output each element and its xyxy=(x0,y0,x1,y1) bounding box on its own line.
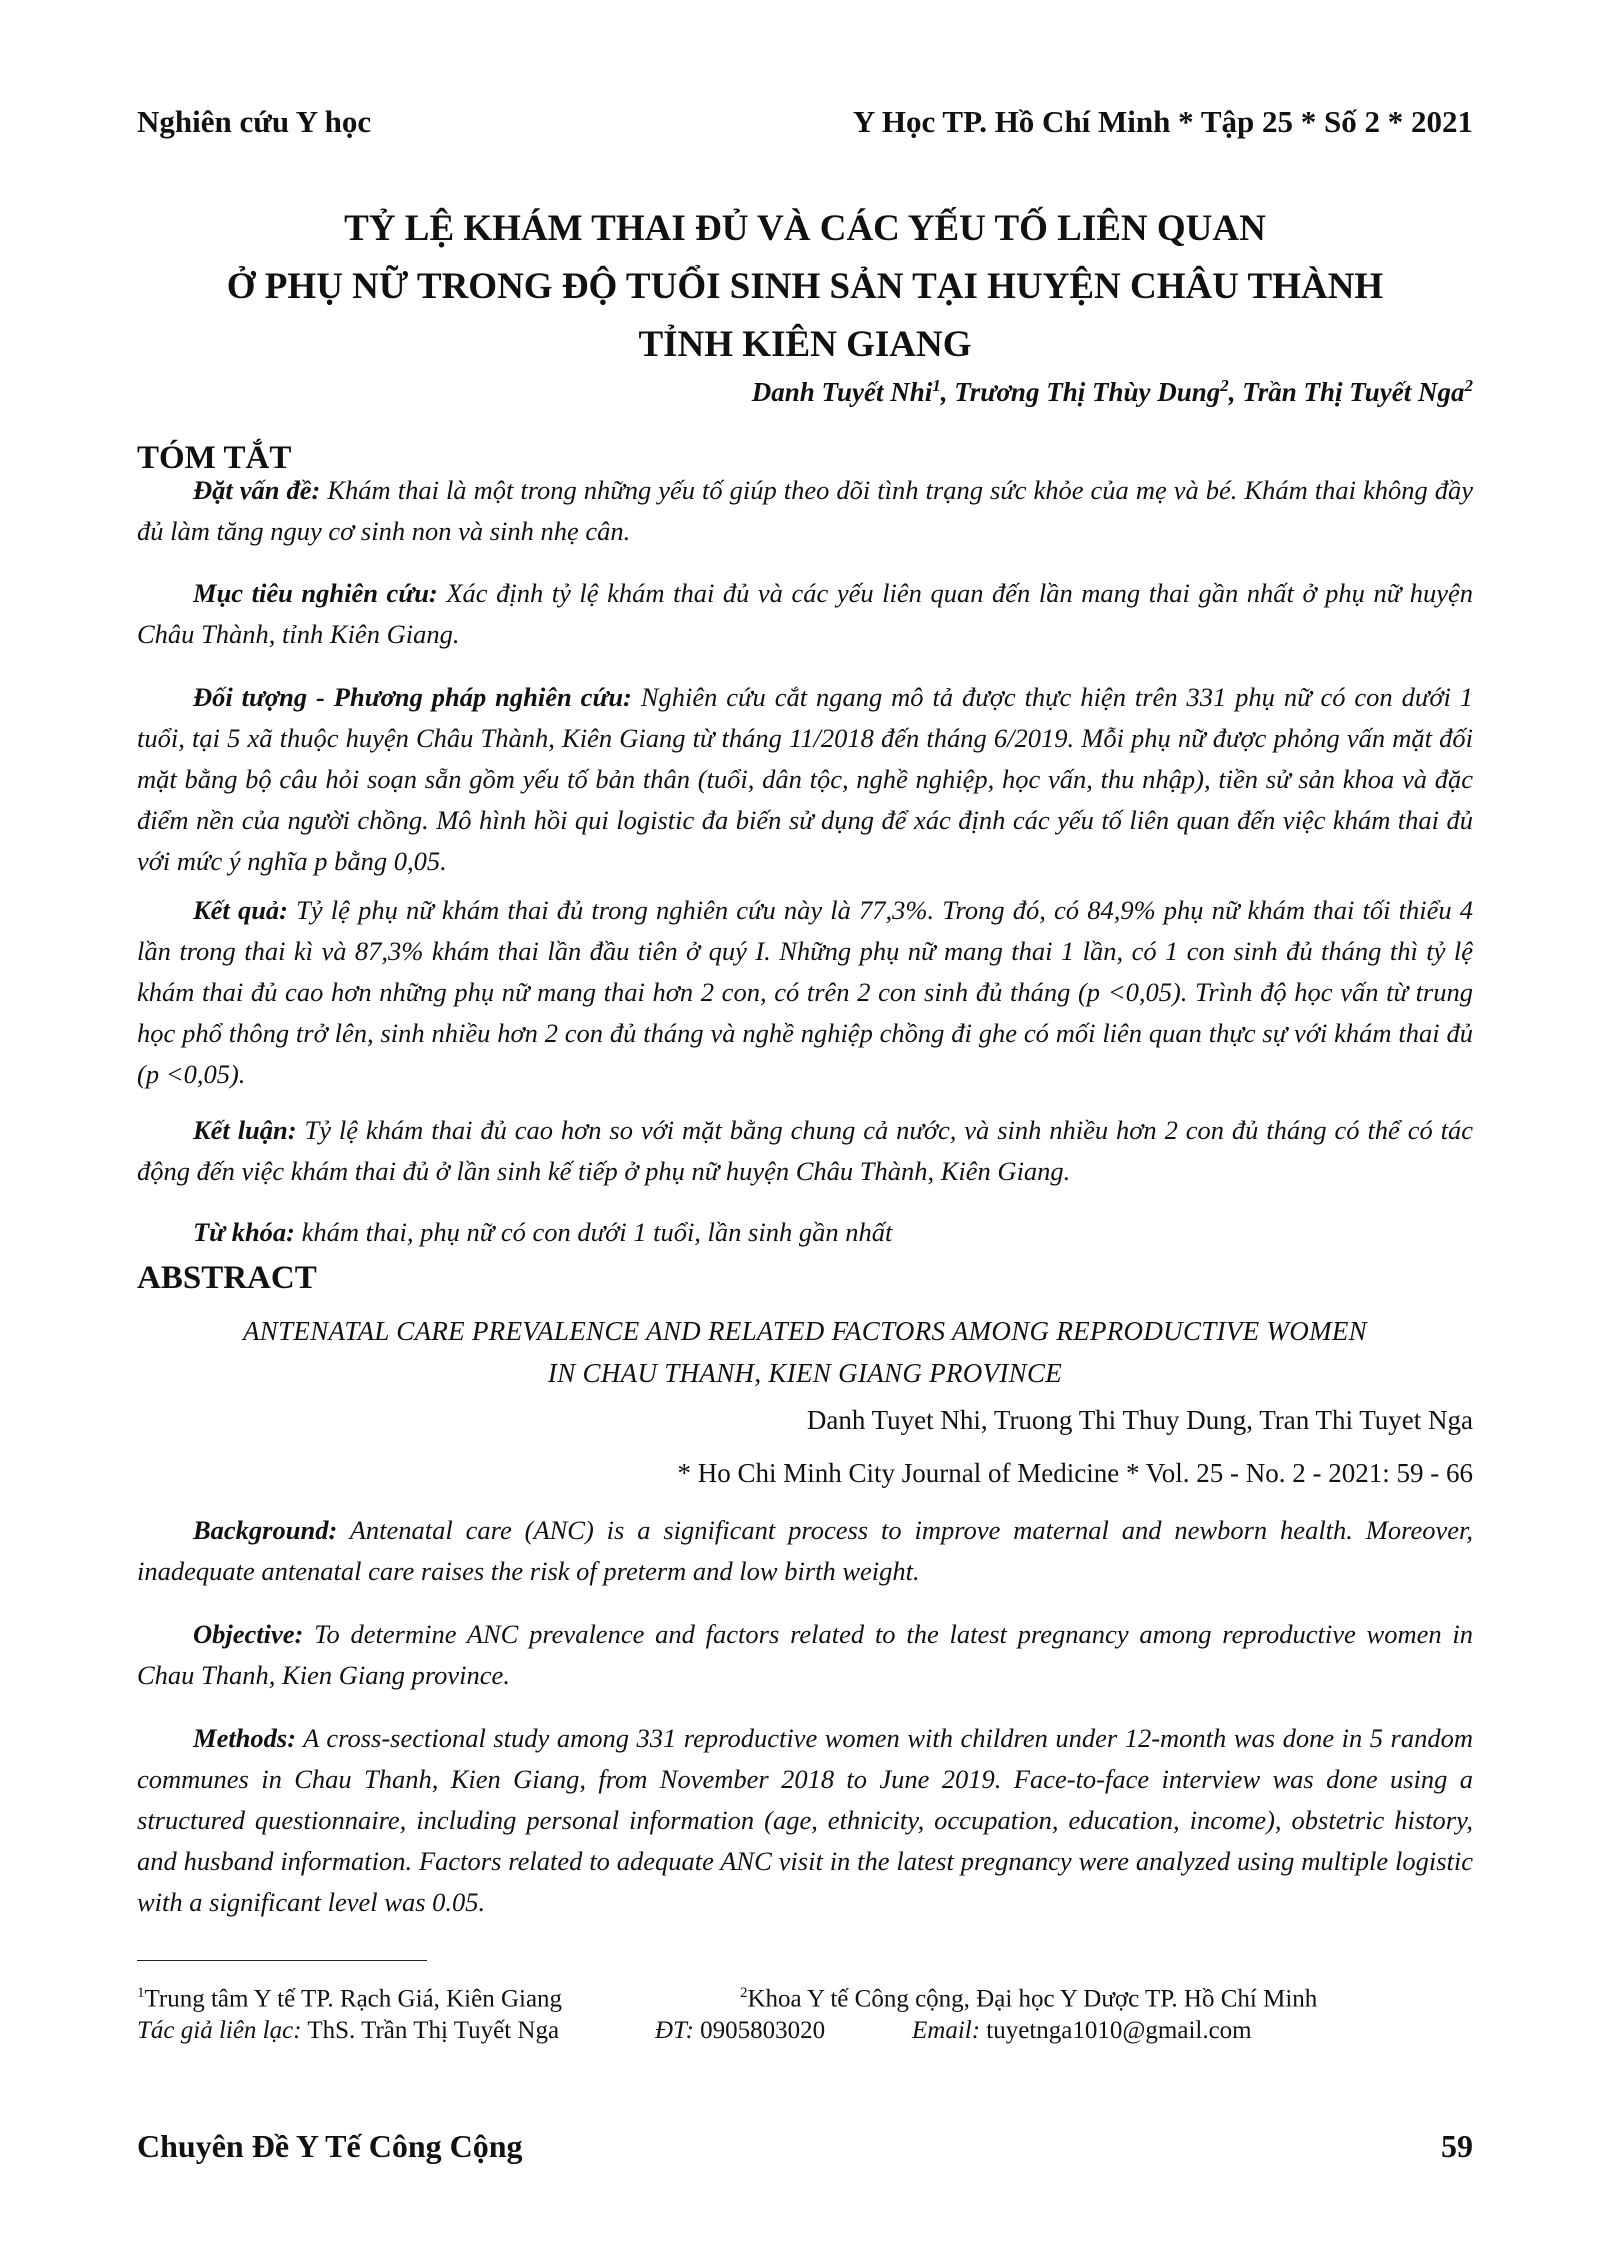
abstract-background-label: Background: xyxy=(193,1515,338,1545)
email-label: Email: xyxy=(912,2017,981,2044)
author-2: Trương Thị Thùy Dung xyxy=(954,377,1221,407)
abstract-background xyxy=(137,1510,1473,1592)
summary-methods-label: Đối tượng - Phương pháp nghiên cứu: xyxy=(193,682,632,712)
summary-objective-text: Xác định tỷ lệ khám thai đủ và các yếu liên quan đến lần mang thai gần nhất ở phụ nữ huyện Châu Thành, tỉnh Kiên Giang. xyxy=(137,578,1474,649)
affiliation-2 xyxy=(740,1975,1317,2017)
author-1-affiliation: 1 xyxy=(932,376,941,395)
summary-conclusion-label: Kết luận: xyxy=(193,1115,297,1145)
title-line-3: TỈNH KIÊN GIANG xyxy=(638,324,972,365)
summary-results-text: Tỷ lệ phụ nữ khám thai đủ trong nghiên cứu này là 77,3%. Trong đó, có 84,9% phụ nữ khám thai tối thiểu 4 lần trong thai kì và 87,3% khám thai lần đầu tiên ở quý I. Những phụ nữ mang thai 1 lần, có 1 con sinh đủ tháng thì tỷ lệ khám thai đủ cao hơn những phụ nữ mang thai hơn 2 con, có trên 2 con sinh đủ tháng (p <0,05). Trình độ học vấn từ trung học phổ thông trở lên, sinh nhiều hơn 2 con đủ tháng và nghề nghiệp chồng đi ghe có mối liên quan thực sự với khám thai đủ (p <0,05). xyxy=(137,895,1473,1089)
phone-number: 0905803020 xyxy=(693,2017,826,2044)
summary-methods xyxy=(137,677,1473,882)
summary-keywords-text: khám thai, phụ nữ có con dưới 1 tuổi, lần sinh gần nhất xyxy=(295,1217,893,1247)
author-3: Trần Thị Tuyết Nga xyxy=(1242,377,1465,407)
english-authors: Danh Tuyet Nhi, Truong Thi Thuy Dung, Tran Thi Tuyet Nga xyxy=(806,1405,1473,1435)
summary-keywords xyxy=(137,1212,1473,1253)
summary-keywords-label: Từ khóa: xyxy=(193,1217,296,1247)
author-list xyxy=(752,376,1473,408)
running-footer-topic: Chuyên Đề Y Tế Công Cộng xyxy=(137,2128,523,2164)
contact-name: ThS. Trần Thị Tuyết Nga xyxy=(301,2017,560,2044)
summary-background-label: Đặt vấn đề: xyxy=(193,475,321,505)
author-separator: , xyxy=(940,377,955,407)
contact-label: Tác giả liên lạc: xyxy=(137,2017,302,2044)
english-title xyxy=(137,1310,1473,1394)
title-line-1: TỶ LỆ KHÁM THAI ĐỦ VÀ CÁC YẾU TỐ LIÊN QUAN xyxy=(344,208,1266,249)
email-address: tuyetnga1010@gmail.com xyxy=(980,2017,1252,2044)
citation: * Ho Chi Minh City Journal of Medicine * Vol. 25 - No. 2 - 2021: 59 - 66 xyxy=(677,1458,1473,1488)
affiliation-2-text: Khoa Y tế Công cộng, Đại học Y Dược TP. Hồ Chí Minh xyxy=(747,1985,1318,2013)
title-line-2: Ở PHỤ NỮ TRONG ĐỘ TUỔI SINH SẢN TẠI HUYỆN CHÂU THÀNH xyxy=(226,266,1384,307)
abstract-methods xyxy=(137,1718,1473,1923)
abstract-background-text: Antenatal care (ANC) is a significant process to improve maternal and newborn health. Moreover, inadequate antenatal care raises the risk of preterm and low birth weight. xyxy=(137,1515,1473,1586)
author-separator: , xyxy=(1228,377,1243,407)
affiliation-2-marker: 2 xyxy=(740,1985,748,2001)
abstract-objective-label: Objective: xyxy=(193,1619,304,1649)
abstract-methods-text: A cross-sectional study among 331 reproductive women with children under 12-month was done in 5 random communes in Chau Thanh, Kien Giang, from November 2018 to June 2019. Face-to-face interview was done using a structured questionnaire, including personal information (age, ethnicity, occupation, education, income), obstetric history, and husband information. Factors related to adequate ANC visit in the latest pregnancy were analyzed using multiple logistic with a significant level was 0.05. xyxy=(137,1723,1473,1917)
author-1: Danh Tuyết Nhi xyxy=(751,377,933,407)
abstract-objective-text: To determine ANC prevalence and factors related to the latest pregnancy among reproductive women in Chau Thanh, Kien Giang province. xyxy=(137,1619,1473,1690)
running-header-journal: Y Học TP. Hồ Chí Minh * Tập 25 * Số 2 * 2021 xyxy=(852,104,1473,139)
phone-label: ĐT: xyxy=(655,2017,694,2044)
abstract-objective xyxy=(137,1614,1473,1696)
article-title xyxy=(137,200,1473,374)
summary-background xyxy=(137,470,1473,552)
affiliation-1 xyxy=(137,1975,562,2017)
abstract-heading: ABSTRACT xyxy=(137,1260,317,1296)
affiliation-1-marker: 1 xyxy=(137,1985,145,2001)
abstract-methods-label: Methods: xyxy=(193,1723,297,1753)
summary-results xyxy=(137,890,1473,1095)
contact-email xyxy=(912,2013,1252,2049)
summary-conclusion xyxy=(137,1110,1473,1192)
english-title-line-1: ANTENATAL CARE PREVALENCE AND RELATED FACTORS AMONG REPRODUCTIVE WOMEN xyxy=(242,1316,1367,1346)
affiliation-1-text: Trung tâm Y tế TP. Rạch Giá, Kiên Giang xyxy=(144,1985,563,2013)
contact-phone xyxy=(655,2013,825,2049)
page-number: 59 xyxy=(1441,2128,1473,2164)
english-title-line-2: IN CHAU THANH, KIEN GIANG PROVINCE xyxy=(547,1358,1063,1388)
summary-objective-label: Mục tiêu nghiên cứu: xyxy=(193,578,438,608)
summary-results-label: Kết quả: xyxy=(193,895,289,925)
running-header-section: Nghiên cứu Y học xyxy=(137,104,372,139)
footnote-divider xyxy=(137,1960,427,1961)
author-2-affiliation: 2 xyxy=(1220,376,1229,395)
corresponding-author xyxy=(137,2013,559,2049)
summary-methods-text: Nghiên cứu cắt ngang mô tả được thực hiện trên 331 phụ nữ có con dưới 1 tuổi, tại 5 xã thuộc huyện Châu Thành, Kiên Giang từ tháng 11/2018 đến tháng 6/2019. Mỗi phụ nữ được phỏng vấn mặt đối mặt bằng bộ câu hỏi soạn sẵn gồm yếu tố bản thân (tuổi, dân tộc, nghề nghiệp, học vấn, thu nhập), tiền sử sản khoa và đặc điểm nền của người chồng. Mô hình hồi qui logistic đa biến sử dụng để xác định các yếu tố liên quan đến việc khám thai đủ với mức ý nghĩa p bằng 0,05. xyxy=(137,682,1474,876)
summary-objective xyxy=(137,573,1473,655)
summary-heading: TÓM TẮT xyxy=(137,440,292,476)
summary-background-text: Khám thai là một trong những yếu tố giúp theo dõi tình trạng sức khỏe của mẹ và bé. Khám thai không đầy đủ làm tăng nguy cơ sinh non và sinh nhẹ cân. xyxy=(137,475,1474,546)
author-3-affiliation: 2 xyxy=(1464,376,1473,395)
summary-conclusion-text: Tỷ lệ khám thai đủ cao hơn so với mặt bằng chung cả nước, và sinh nhiều hơn 2 con đủ tháng có thể có tác động đến việc khám thai đủ ở lần sinh kế tiếp ở phụ nữ huyện Châu Thành, Kiên Giang. xyxy=(137,1115,1473,1186)
